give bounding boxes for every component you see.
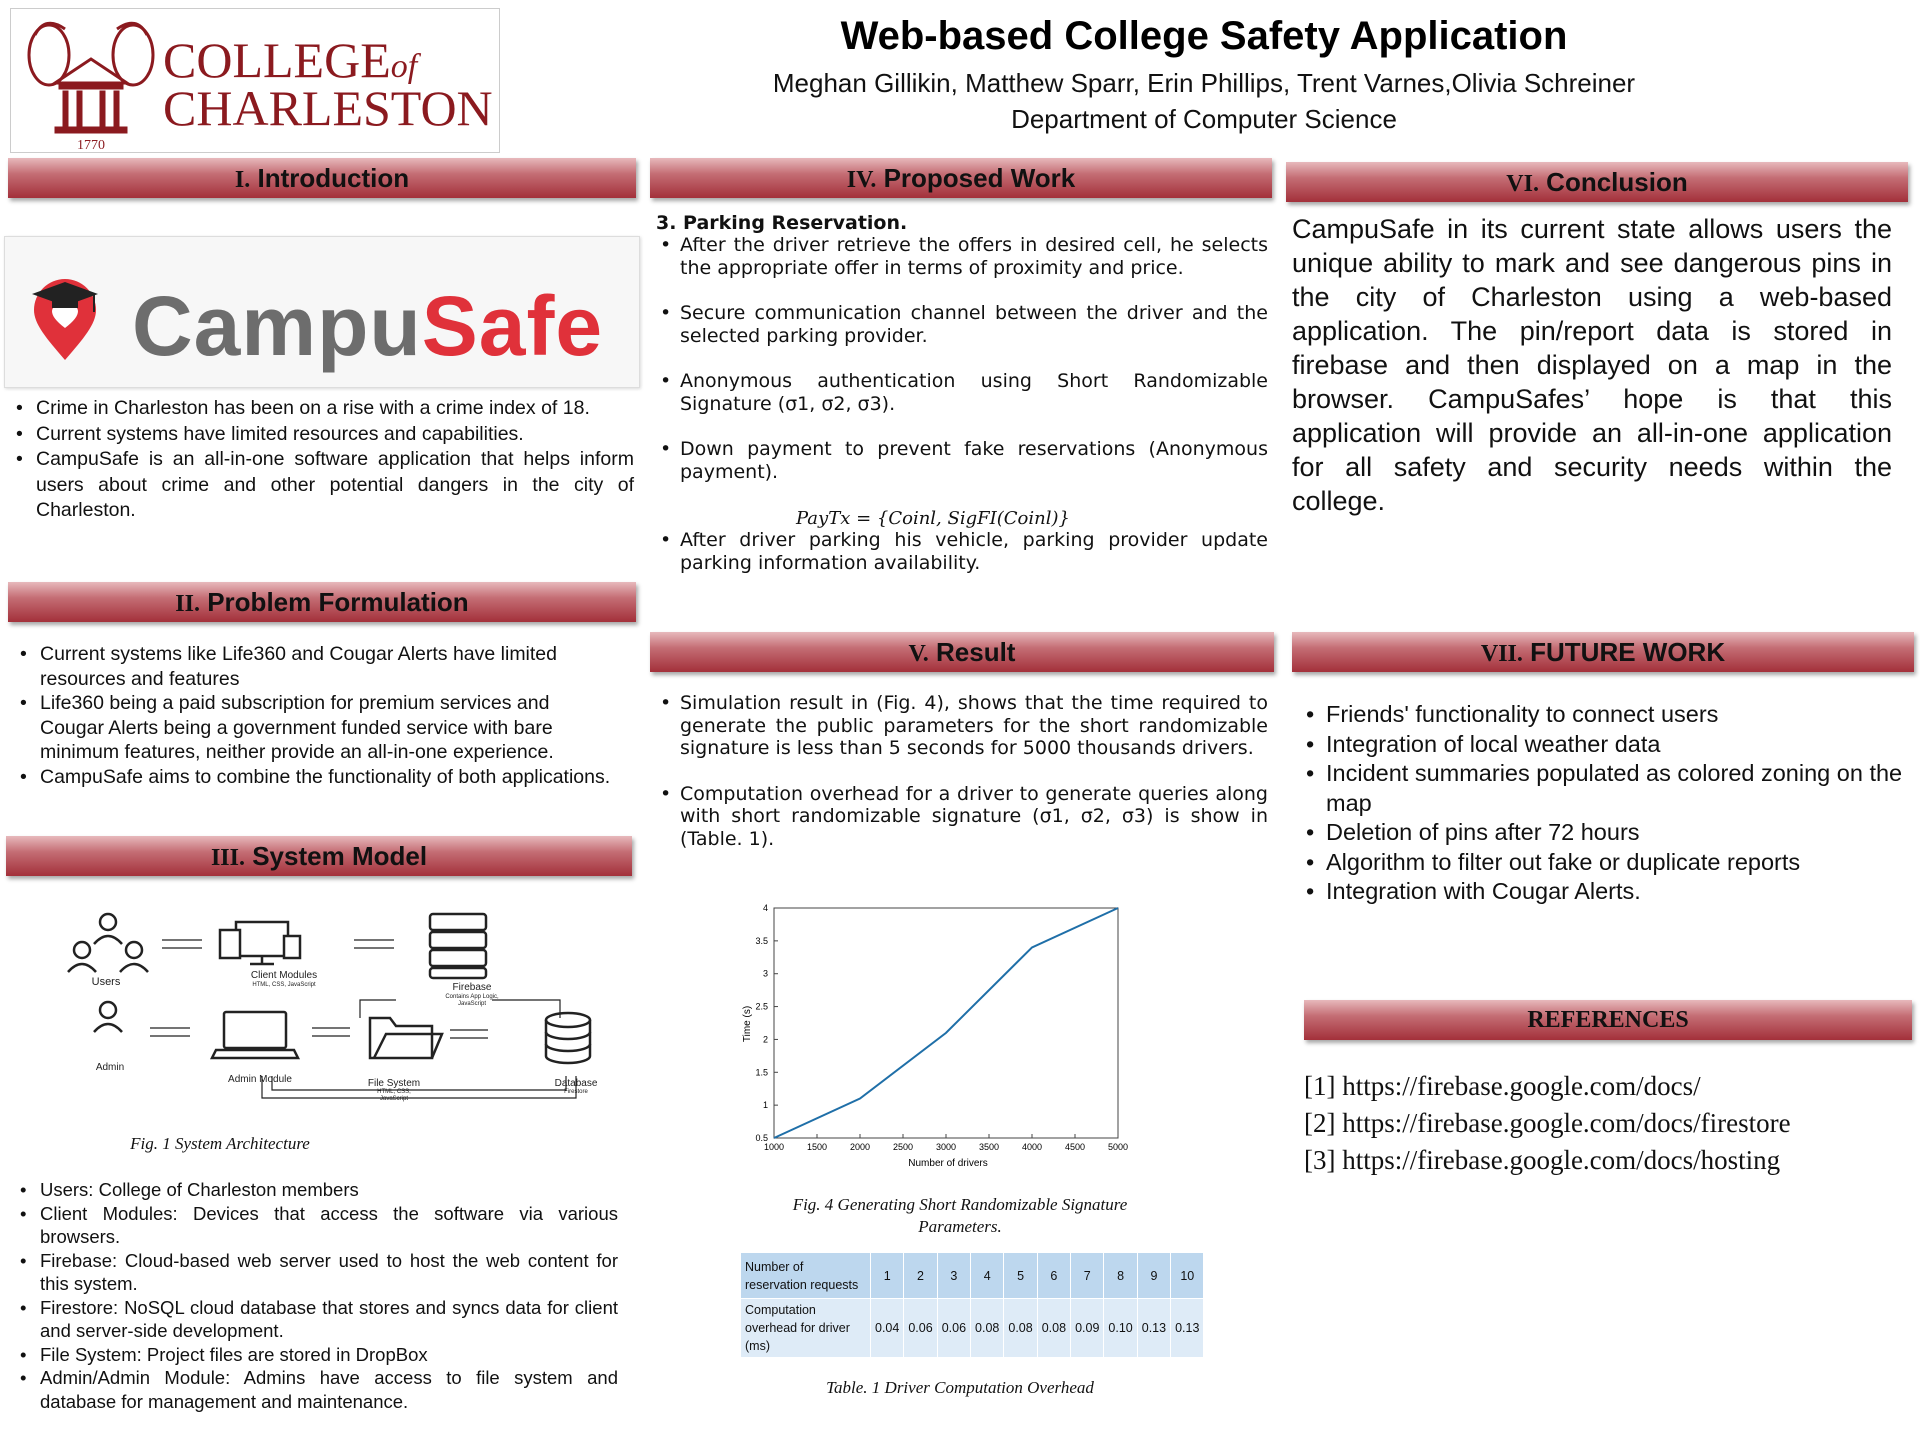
- list-item: • Friends' functionality to connect users: [1300, 700, 1910, 730]
- chart-y-tick-label: 0.5: [755, 1133, 768, 1143]
- table-cell: 0.13: [1137, 1299, 1170, 1358]
- diagram-label-client: Client Modules: [250, 970, 318, 981]
- chart-y-axis-label: Time (s): [742, 1005, 753, 1043]
- table-cell: 0.08: [971, 1299, 1004, 1358]
- list-item: • Integration with Cougar Alerts.: [1300, 877, 1910, 907]
- figure-1-caption: Fig. 1 System Architecture: [130, 1134, 310, 1153]
- diagram-label-database-sub: Firestore: [564, 1089, 588, 1095]
- section-banner-future-work: VII. FUTURE WORK: [1292, 632, 1914, 672]
- section-banner-result: V. Result: [650, 632, 1274, 672]
- chart-x-tick-label: 4500: [1064, 1142, 1086, 1152]
- logo-wordmark: [163, 32, 493, 136]
- list-item: • Computation overhead for a driver to generate queries along with short randomizable signature (σ1, σ2, σ3) is show in (Table. 1).: [654, 783, 1268, 851]
- proposed-work-list: [654, 234, 1268, 597]
- table-cell: 0.06: [937, 1299, 970, 1358]
- campusafe-wordmark: CampuSafe: [132, 279, 604, 373]
- list-item: • CampuSafe is an all-in-one software application that helps inform users about crime and other potential dangers in the city of Charleston.: [10, 447, 634, 524]
- logo-year: 1770: [77, 138, 105, 151]
- references-list: [1304, 1068, 1791, 1179]
- list-item: • Current systems have limited resources and capabilities.: [10, 422, 634, 448]
- list-item: • After the driver retrieve the offers in desired cell, he selects the appropriate offer in terms of proximity and price.: [654, 234, 1268, 279]
- table-cell: 5: [1004, 1253, 1037, 1299]
- table-cell: 0.06: [904, 1299, 937, 1358]
- figure-4-caption: Fig. 4 Generating Short Randomizable Signature Parameters.: [792, 1195, 1128, 1236]
- list-item: • Deletion of pins after 72 hours: [1300, 818, 1910, 848]
- reference-item: [2] https://firebase.google.com/docs/firestore: [1304, 1108, 1791, 1138]
- poster-title: Web-based College Safety Application: [840, 14, 1568, 58]
- section-banner-references: REFERENCES: [1304, 1000, 1912, 1040]
- list-item: • Users: College of Charleston members: [14, 1178, 618, 1202]
- table-cell: 0.13: [1171, 1299, 1204, 1358]
- table-cell: Number of reservation requests: [741, 1253, 871, 1299]
- future-work-list: [1300, 700, 1910, 907]
- chart-y-tick-label: 2: [762, 1034, 768, 1045]
- table-cell: 4: [971, 1253, 1004, 1299]
- diagram-label-firebase-sub2: JavaScript: [457, 1001, 487, 1007]
- diagram-label-admin-module: Admin Module: [228, 1074, 292, 1085]
- system-components-list: [14, 1178, 618, 1413]
- list-item: • Algorithm to filter out fake or duplicate reports: [1300, 848, 1910, 878]
- chart-x-tick-label: 3500: [978, 1142, 1000, 1152]
- table-cell: 7: [1071, 1253, 1104, 1299]
- table-cell: 6: [1037, 1253, 1070, 1299]
- firebase-server-icon: [430, 914, 486, 978]
- signature-time-chart: [736, 900, 1136, 1174]
- chart-x-tick-label: 4000: [1021, 1142, 1043, 1152]
- table-cell: 8: [1104, 1253, 1137, 1299]
- college-logo: [10, 8, 500, 153]
- chart-x-tick-label: 3000: [935, 1142, 957, 1152]
- poster-authors: Meghan Gillikin, Matthew Sparr, Erin Phillips, Trent Varnes,Olivia Schreiner: [772, 68, 1636, 98]
- proposed-work-heading: 3. Parking Reservation.: [656, 212, 908, 234]
- table-cell: 0.04: [871, 1299, 904, 1358]
- diagram-label-users: Users: [91, 976, 121, 988]
- table-cell: 2: [904, 1253, 937, 1299]
- reference-item: [1] https://firebase.google.com/docs/: [1304, 1071, 1701, 1101]
- problem-list: [14, 642, 614, 789]
- computation-overhead-table: [740, 1252, 1204, 1358]
- list-item: • Anonymous authentication using Short Randomizable Signature (σ1, σ2, σ3).: [654, 370, 1268, 415]
- chart-y-tick-label: 3: [762, 968, 768, 979]
- table-cell: 1: [871, 1253, 904, 1299]
- list-item: • Client Modules: Devices that access the software via various browsers.: [14, 1202, 618, 1249]
- file-system-folder-icon: [370, 1018, 442, 1058]
- section-banner-problem: II. Problem Formulation: [8, 582, 636, 622]
- chart-plot-area: [774, 908, 1118, 1138]
- result-list: [654, 692, 1268, 873]
- conclusion-text: CampuSafe in its current state allows users the unique ability to mark and see dangerous pins in the city of Charleston using a web-based application. The pin/report data is stored in firebase and then displayed on a map in the browser. CampuSafes’ hope is that this application will provide an all-in-one application for all safety and security needs within the college.: [1292, 214, 1892, 516]
- system-architecture-diagram: [40, 900, 620, 1120]
- table-1-caption: Table. 1 Driver Computation Overhead: [826, 1378, 1094, 1397]
- list-item: • Down payment to prevent fake reservations (Anonymous payment).: [654, 438, 1268, 483]
- intro-list: [10, 396, 634, 524]
- chart-x-axis-label: Number of drivers: [908, 1158, 988, 1169]
- logo-line1: COLLEGE: [163, 32, 391, 88]
- chart-x-tick-label: 1500: [806, 1142, 828, 1152]
- chart-y-tick-label: 3.5: [755, 935, 768, 946]
- table-cell: 0.09: [1071, 1299, 1104, 1358]
- database-icon: [546, 1013, 590, 1063]
- payment-formula: PayTx = {Coinl, SigFI(Coinl)}: [796, 508, 1070, 529]
- diagram-label-file-system: File System: [367, 1078, 421, 1089]
- diagram-label-firebase-sub1: Contains App Logic,: [445, 994, 499, 1000]
- chart-y-tick-label: 1.5: [755, 1067, 768, 1078]
- logo-line2: CHARLESTON: [163, 79, 493, 136]
- table-cell: 3: [937, 1253, 970, 1299]
- list-item: • Secure communication channel between the driver and the selected parking provider.: [654, 302, 1268, 347]
- section-banner-proposed-work: IV. Proposed Work: [650, 158, 1272, 198]
- chart-x-tick-label: 5000: [1107, 1142, 1129, 1152]
- chart-y-tick-label: 4: [762, 903, 768, 913]
- section-banner-introduction: I. Introduction: [8, 158, 636, 198]
- poster-department: Department of Computer Science: [1011, 104, 1397, 134]
- diagram-label-file-system-sub2: JavaScript: [379, 1096, 409, 1102]
- campusafe-pin-icon: [26, 276, 104, 362]
- table-cell: 0.08: [1004, 1299, 1037, 1358]
- chart-x-tick-label: 2000: [849, 1142, 871, 1152]
- table-cell: Computation overhead for driver (ms): [741, 1299, 871, 1358]
- table-cell: 0.10: [1104, 1299, 1137, 1358]
- section-banner-conclusion: VI. Conclusion: [1286, 162, 1908, 202]
- reference-item: [3] https://firebase.google.com/docs/hosting: [1304, 1145, 1781, 1175]
- logo-of: of: [390, 48, 418, 85]
- chart-y-tick-label: 2.5: [755, 1001, 768, 1012]
- list-item: • Admin/Admin Module: Admins have access to file system and database for management and maintenance.: [14, 1366, 618, 1413]
- chart-x-tick-label: 2500: [892, 1142, 914, 1152]
- list-item: • Integration of local weather data: [1300, 730, 1910, 760]
- table-row: [741, 1253, 1204, 1299]
- list-item: • CampuSafe aims to combine the functionality of both applications.: [14, 765, 614, 790]
- list-item: • Current systems like Life360 and Cougar Alerts have limited resources and features: [14, 642, 614, 691]
- table-cell: 10: [1171, 1253, 1204, 1299]
- section-banner-system-model: III. System Model: [6, 836, 632, 876]
- list-item: • Firestore: NoSQL cloud database that stores and syncs data for client and server-side development.: [14, 1296, 618, 1343]
- diagram-label-firebase: Firebase: [452, 982, 492, 993]
- users-icon: [68, 914, 148, 972]
- list-item: • Life360 being a paid subscription for premium services and Cougar Alerts being a government funded service with bare minimum features, neither provide an all-in-one experience.: [14, 691, 614, 765]
- list-item: • Simulation result in (Fig. 4), shows that the time required to generate the public parameters for the short randomizable signature is less than 5 seconds for 5000 thousands drivers.: [654, 692, 1268, 760]
- diagram-label-admin: Admin: [95, 1062, 125, 1073]
- diagram-label-database: Database: [554, 1078, 598, 1089]
- list-item: • File System: Project files are stored in DropBox: [14, 1343, 618, 1367]
- list-item: • Firebase: Cloud-based web server used to host the web content for this system.: [14, 1249, 618, 1296]
- client-devices-icon: [220, 922, 300, 964]
- list-item: • Crime in Charleston has been on a rise with a crime index of 18.: [10, 396, 634, 422]
- table-row: [741, 1299, 1204, 1358]
- list-item: • Incident summaries populated as colored zoning on the map: [1300, 759, 1910, 818]
- table-cell: 9: [1137, 1253, 1170, 1299]
- chart-x-tick-label: 1000: [763, 1142, 785, 1152]
- list-item: • After driver parking his vehicle, parking provider update parking information availability.: [654, 529, 1268, 574]
- admin-icon: [94, 1002, 122, 1032]
- diagram-label-file-system-sub1: HTML, CSS,: [377, 1089, 411, 1095]
- diagram-label-client-sub: HTML, CSS, JavaScript: [252, 982, 316, 988]
- admin-laptop-icon: [212, 1012, 298, 1058]
- college-seal-icon: [25, 15, 157, 151]
- table-cell: 0.08: [1037, 1299, 1070, 1358]
- chart-y-tick-label: 1: [762, 1100, 768, 1111]
